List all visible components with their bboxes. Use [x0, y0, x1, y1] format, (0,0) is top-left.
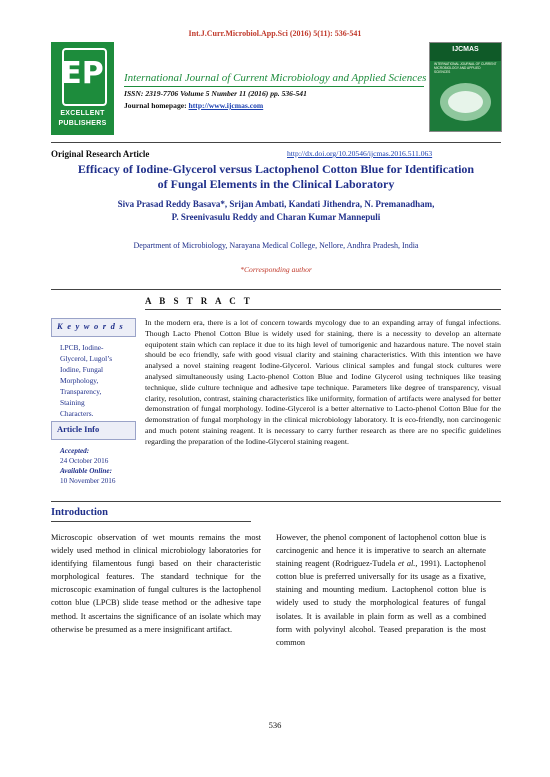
keywords-list: [60, 342, 140, 419]
introduction-rule: [51, 521, 251, 522]
header-divider: [51, 142, 501, 143]
logo-line-2: PUBLISHERS: [58, 120, 107, 127]
authors: [51, 198, 501, 224]
introduction-left-column: Microscopic observation of wet mounts remains the most widely used method in clinical microbiology laboratories for identifying filamentous fungi based on their characteristic morphological features. The standard technique for the microscopic examination of fungal cultures is the lactophenol cotton blue (LPCB) slide tease method or the adhesive tape method. It ascertains the significance of an isolate which may otherwise be presumed as a mere insignificant artifact.: [51, 533, 261, 634]
keyword-item: Transparency,: [60, 387, 102, 396]
introduction-heading: Introduction: [51, 507, 108, 518]
affiliation: Department of Microbiology, Narayana Medical College, Nellore, Andhra Pradesh, India: [133, 241, 419, 250]
corresponding-author: *Corresponding author: [240, 265, 312, 274]
journal-homepage: [124, 101, 263, 110]
cover-image-inner: [448, 91, 483, 113]
abstract-text: In the modern era, there is a lot of concern towards mycology due to an expanding array of fungal infections. Though Lacto Phenol Cotton Blue is widely used for staining, there is a necessity to develop an alternate equipotent stain which can replace it due to its high level of tumorigenic and hazardous nature. The novel stain should be eco friendly, safe with good visual clarity and staining characteristics. With this intention we have analysed a novel staining reagent Iodine-Glycerol. Various clinical samples and fungal stock cultures were analysed simultaneously using Lacto-phenol Cotton Blue and Iodine Glycerol using techniques like teasing technique, slide culture technique and adhesive tape technique. Parameters like degree of transparency, visual clarity, resolution, contrast, staining characteristics like uniformity, formation of artifacts were analysed for better demonstration of fungal morphology. Iodine-Glycerol is a better alternative to Lacto-phenol Cotton Blue for the demonstration of fungal morphology in the clinical microbiology laboratory. It is eco-friendly, non carcinogenic and much potent staining reagent. It is necessary to carry further research as there are no specific guidelines regarding the preparation of the Iodine-Glycerol staining reagent.: [145, 318, 501, 446]
journal-cover-thumbnail: [429, 42, 502, 132]
title-line-2: of Fungal Elements in the Clinical Laboratory: [157, 176, 395, 191]
title-line-1: Efficacy of Iodine-Glycerol versus Lactophenol Cotton Blue for Identification: [77, 162, 475, 176]
available-date: 10 November 2016: [60, 477, 116, 485]
intro-right-part-a: However, the phenol component of lactophenol cotton blue is carcinogenic and hence it is imperative to search an alternate staining reagent (Rodriguez-Tudela: [276, 533, 486, 569]
abstract-heading: A B S T R A C T: [145, 296, 253, 306]
introduction-right-column: [276, 531, 486, 649]
article-dates: [60, 446, 140, 486]
keyword-item: LPCB, Iodine-: [60, 343, 104, 352]
keywords-heading: K e y w o r d s: [57, 321, 124, 331]
article-title: [51, 162, 501, 191]
keyword-item: Morphology,: [60, 376, 99, 385]
running-header: Int.J.Curr.Microbiol.App.Sci (2016) 5(11): 536-541: [188, 29, 362, 38]
authors-line-1: Siva Prasad Reddy Basava*, Srijan Ambati, Kandati Jithendra, N. Premanadham,: [117, 199, 435, 209]
homepage-link[interactable]: http://www.ijcmas.com: [188, 101, 264, 110]
accepted-date: 24 October 2016: [60, 457, 109, 465]
keyword-item: Iodine, Fungal: [60, 365, 104, 374]
accepted-label: Accepted:: [60, 447, 90, 455]
journal-issn: ISSN: 2319-7706 Volume 5 Number 11 (2016) pp. 536-541: [124, 89, 307, 98]
logo-line-1: EXCELLENT: [60, 110, 105, 117]
abstract-top-rule: [51, 289, 501, 290]
article-type: Original Research Article: [51, 149, 150, 159]
page-number: 536: [268, 720, 282, 730]
logo-letters: EP: [61, 56, 104, 91]
doi-link[interactable]: http://dx.doi.org/10.20546/ijcmas.2016.511.063: [287, 149, 433, 158]
cover-subtitle: INTERNATIONAL JOURNAL OF CURRENT MICROBIOLOGY AND APPLIED SCIENCES: [434, 62, 497, 74]
authors-line-2: P. Sreenivasulu Reddy and Charan Kumar Mannepuli: [171, 212, 381, 222]
abstract-bottom-rule: [51, 501, 501, 502]
keyword-item: Glycerol, Lugol’s: [60, 354, 113, 363]
intro-right-part-b: , 1991). Lactophenol cotton blue is preferred universally for its usage as a fixative, staining and mounting medium. Lactophenol cotton blue is widely used to study the morphological features of fungal isolates. It is available in plain form as well as a combined form with polyvinyl alcohol. Teased preparation is the most common: [276, 559, 487, 647]
cover-title: IJCMAS: [452, 46, 479, 53]
keyword-item: Staining: [60, 398, 85, 407]
homepage-label: Journal homepage:: [124, 101, 189, 110]
journal-title: International Journal of Current Microbiology and Applied Sciences: [124, 72, 427, 84]
abstract-heading-rule: [145, 309, 501, 310]
journal-title-rule: [124, 86, 424, 87]
intro-right-etal: et al.: [398, 559, 416, 569]
keyword-item: Characters.: [60, 409, 94, 418]
article-info-heading: Article Info: [57, 424, 100, 434]
publisher-logo: [51, 42, 114, 135]
available-label: Available Online:: [60, 467, 112, 475]
